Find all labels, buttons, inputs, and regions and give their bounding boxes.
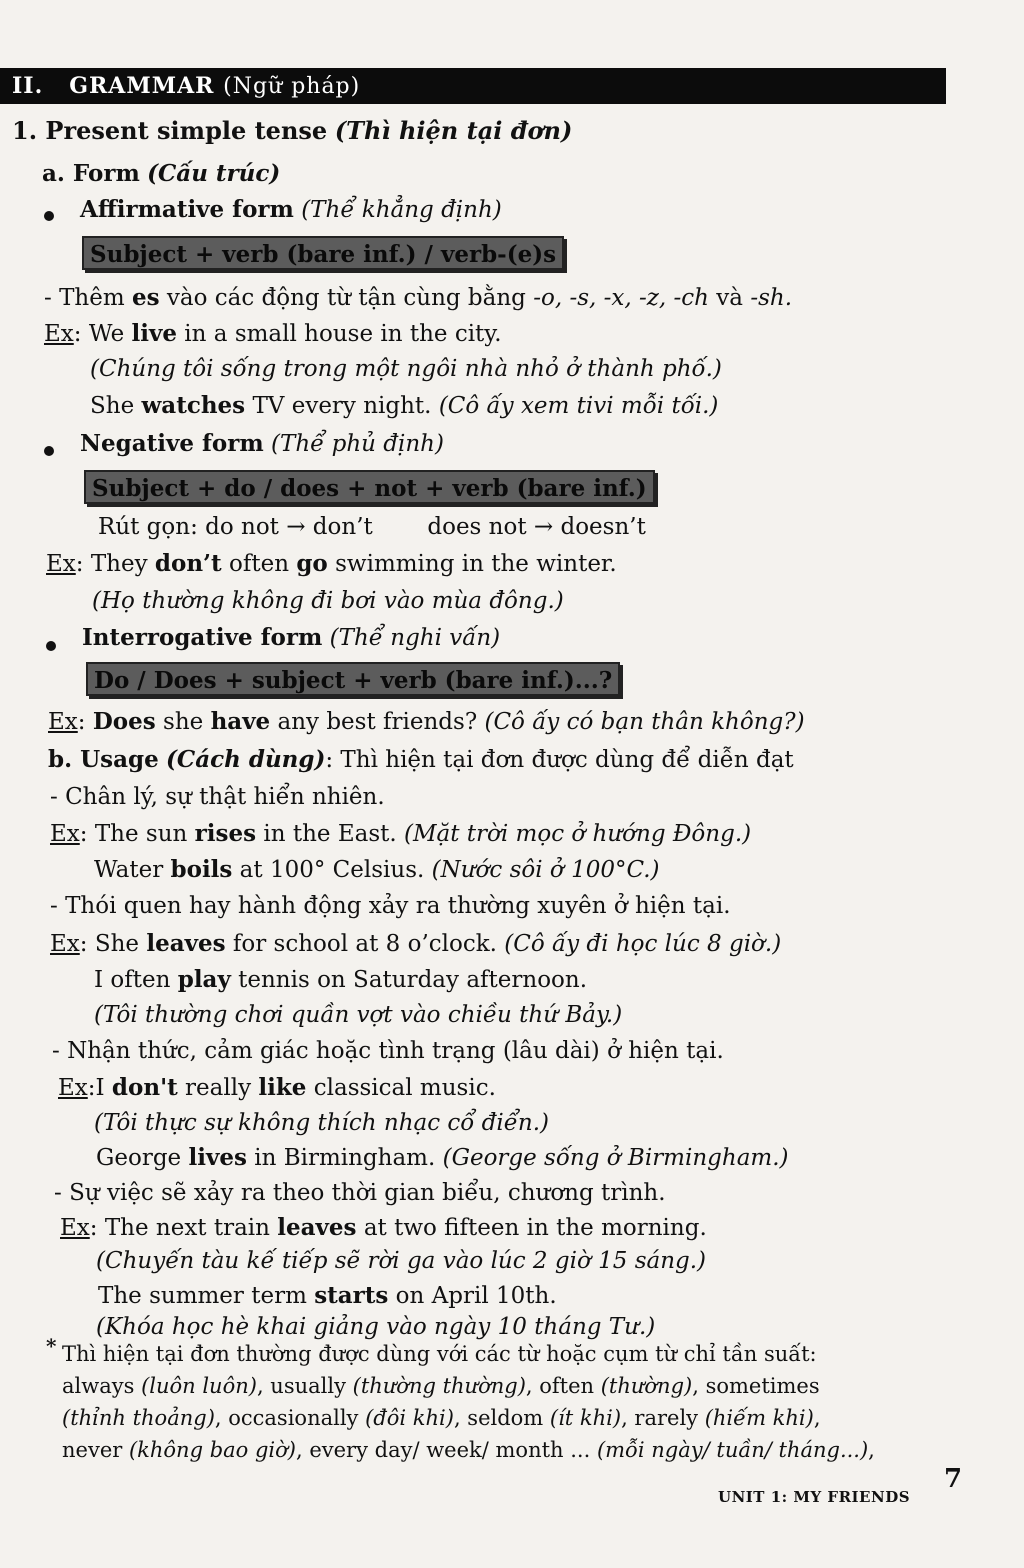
note-line-2: always (luôn luôn), usually (thường thường), often (thường), sometimes (62, 1374, 820, 1398)
usage-4-example-2: The summer term starts on April 10th. (98, 1282, 557, 1309)
usage-2: - Thói quen hay hành động xảy ra thường xuyên ở hiện tại. (50, 893, 731, 919)
note-star: * (46, 1334, 57, 1358)
interrogative-example: Ex: Does she have any best friends? (Cô ấy có bạn thân không?) (48, 708, 805, 735)
usage-3: - Nhận thức, cảm giác hoặc tình trạng (lâu dài) ở hiện tại. (52, 1038, 724, 1064)
usage-4-example-2-vi: (Khóa học hè khai giảng vào ngày 10 tháng Tư.) (96, 1314, 656, 1340)
affirmative-example-2: She watches TV every night. (Cô ấy xem tivi mỗi tối.) (90, 392, 719, 419)
usage-2-example-1: Ex: She leaves for school at 8 o’clock. (Cô ấy đi học lúc 8 giờ.) (50, 930, 782, 957)
footer-unit-title: UNIT 1: MY FRIENDS (718, 1488, 911, 1506)
section-banner (0, 68, 946, 104)
usage-4-example-1: Ex: The next train leaves at two fifteen in the morning. (60, 1214, 707, 1241)
form-heading: a. Form (Cấu trúc) (42, 160, 281, 187)
section-title: GRAMMAR (69, 73, 215, 99)
usage-4-example-1-vi: (Chuyến tàu kế tiếp sẽ rời ga vào lúc 2 giờ 15 sáng.) (96, 1248, 707, 1274)
negative-example-vi: (Họ thường không đi bơi vào mùa đông.) (92, 588, 564, 614)
interrogative-label: Interrogative form (Thể nghi vấn) (82, 624, 501, 651)
page-number: 7 (944, 1464, 963, 1494)
usage-2-example-2: I often play tennis on Saturday afternoon. (94, 966, 588, 993)
interrogative-formula: Do / Does + subject + verb (bare inf.)...? (86, 662, 620, 696)
bullet-icon (46, 641, 56, 651)
note-line-1: Thì hiện tại đơn thường được dùng với các từ hoặc cụm từ chỉ tần suất: (62, 1342, 817, 1366)
affirmative-example-1-vi: (Chúng tôi sống trong một ngôi nhà nhỏ ở thành phố.) (90, 356, 722, 382)
usage-4: - Sự việc sẽ xảy ra theo thời gian biểu, chương trình. (54, 1180, 666, 1206)
bullet-icon (44, 211, 54, 221)
affirmative-label: Affirmative form (Thể khẳng định) (80, 196, 502, 223)
section-number: II. (12, 73, 44, 99)
affirmative-example-1: Ex: We live in a small house in the city. (44, 320, 502, 347)
topic-heading: 1. Present simple tense (Thì hiện tại đơn) (12, 116, 573, 145)
note-line-4: never (không bao giờ), every day/ week/ month ... (mỗi ngày/ tuần/ tháng...), (62, 1438, 875, 1462)
usage-heading: b. Usage (Cách dùng): Thì hiện tại đơn được dùng để diễn đạt (48, 746, 794, 773)
note-line-3: (thỉnh thoảng), occasionally (đôi khi), seldom (ít khi), rarely (hiếm khi), (62, 1406, 821, 1430)
negative-formula: Subject + do / does + not + verb (bare inf.) (84, 470, 655, 504)
usage-2-example-2-vi: (Tôi thường chơi quần vợt vào chiều thứ Bảy.) (94, 1002, 623, 1028)
negative-contractions: Rút gọn: do not → don’t does not → doesn’t (98, 514, 646, 540)
negative-example: Ex: They don’t often go swimming in the winter. (46, 550, 617, 577)
usage-1: - Chân lý, sự thật hiển nhiên. (50, 784, 385, 810)
usage-3-example-2: George lives in Birmingham. (George sống ở Birmingham.) (96, 1144, 789, 1171)
affirmative-note: - Thêm es vào các động từ tận cùng bằng -o, -s, -x, -z, -ch và -sh. (44, 284, 793, 311)
section-title-vi: (Ngữ pháp) (223, 74, 361, 99)
usage-1-example-1: Ex: The sun rises in the East. (Mặt trời mọc ở hướng Đông.) (50, 820, 752, 847)
bullet-icon (44, 446, 54, 456)
usage-3-example-1: Ex:I don't really like classical music. (58, 1074, 496, 1101)
negative-label: Negative form (Thể phủ định) (80, 430, 444, 457)
usage-1-example-2: Water boils at 100° Celsius. (Nước sôi ở 100°C.) (94, 856, 660, 883)
affirmative-formula: Subject + verb (bare inf.) / verb-(e)s (82, 236, 564, 270)
usage-3-example-1-vi: (Tôi thực sự không thích nhạc cổ điển.) (94, 1110, 550, 1136)
